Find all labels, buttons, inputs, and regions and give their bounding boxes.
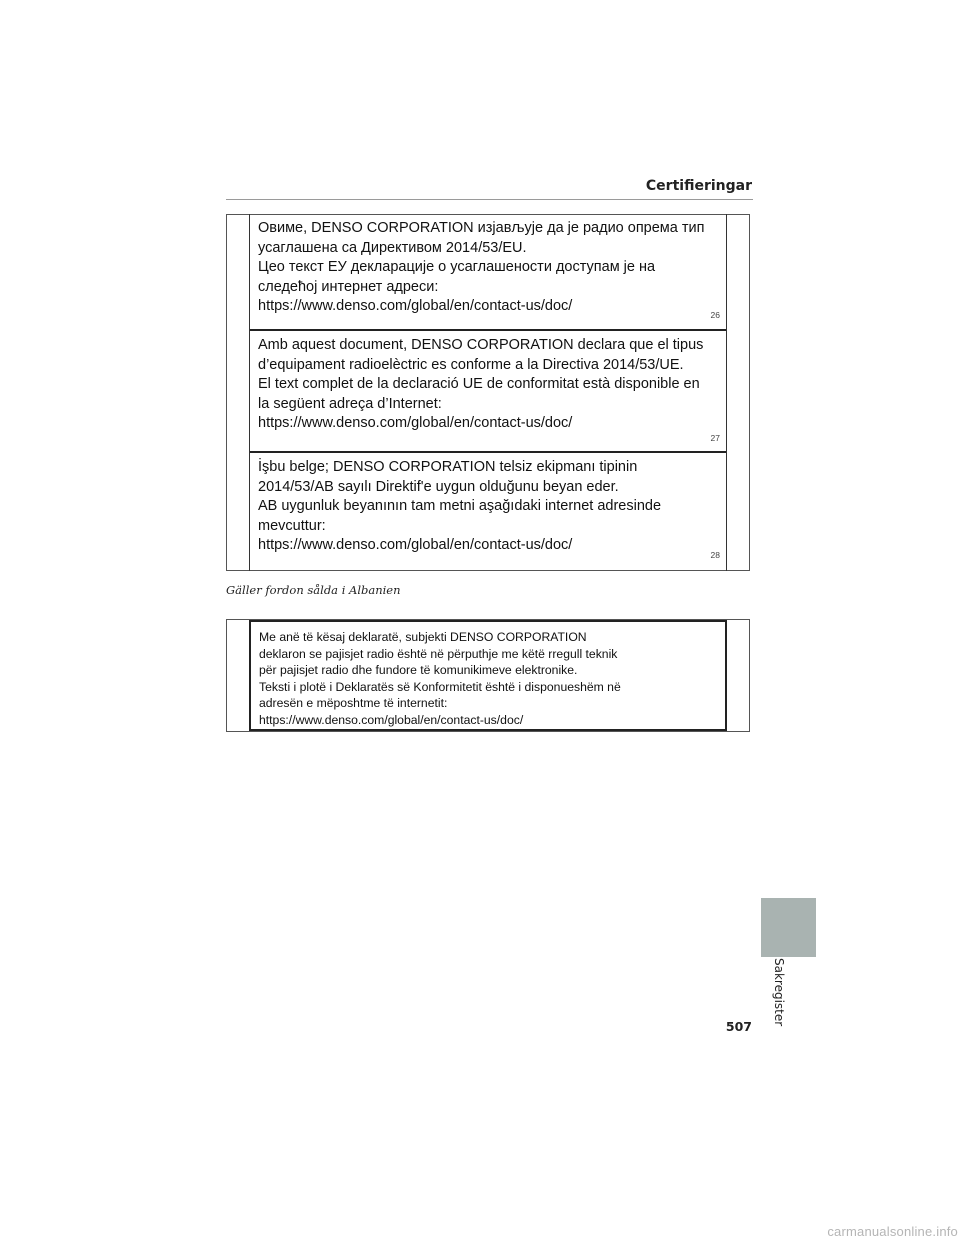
- declaration-line: la següent adreça d’Internet:: [258, 395, 442, 412]
- section-title: Certifieringar: [645, 178, 752, 194]
- declaration-number: 27: [710, 433, 720, 444]
- declaration-line: AB uygunluk beyanının tam metni aşağıdaki internet adresinde: [258, 498, 662, 515]
- declaration-turkish: [250, 451, 726, 570]
- declaration-line: mevcuttur:: [258, 517, 326, 534]
- declaration-url: https://www.denso.com/global/en/contact-us/doc/: [258, 537, 573, 554]
- declaration-url: https://www.denso.com/global/en/contact-us/doc/: [258, 415, 573, 432]
- declaration-line: усаглашена са Директивом 2014/53/EU.: [258, 239, 527, 256]
- declaration-url: https://www.denso.com/global/en/contact-us/doc/: [259, 712, 524, 727]
- declaration-line: Amb aquest document, DENSO CORPORATION declara que el tipus: [258, 337, 704, 353]
- declaration-line: për pajisjet radio dhe fundore të komunikimeve elektronike.: [259, 663, 578, 677]
- declaration-line: Овиме, DENSO CORPORATION изјављује да је радио опрема тип: [258, 220, 705, 236]
- section-thumb-tab: [761, 898, 816, 957]
- declaration-line: следећој интернет адреси:: [258, 278, 439, 295]
- declaration-line: Цео текст ЕУ декларације о усаглашености доступам је на: [258, 259, 656, 276]
- watermark: carmanualsonline.info: [827, 1224, 958, 1239]
- section-tab-label: Sakregister: [772, 958, 786, 1027]
- declaration-serbian: [250, 214, 726, 330]
- albanian-declaration-inner: [249, 620, 727, 731]
- declaration-line: 2014/53/AB sayılı Direktif'e uygun olduğunu beyan eder.: [258, 478, 619, 495]
- header-divider: [226, 199, 753, 200]
- declaration-catalan: [250, 329, 726, 453]
- declaration-url: https://www.denso.com/global/en/contact-us/doc/: [258, 298, 573, 315]
- declaration-number: 28: [710, 550, 720, 561]
- declaration-line: Teksti i plotë i Deklaratës së Konformitetit është i disponueshëm në: [259, 679, 621, 694]
- page-number: 507: [725, 1019, 752, 1034]
- declaration-number: 26: [710, 310, 720, 321]
- albania-caption: Gäller fordon sålda i Albanien: [226, 583, 401, 597]
- declaration-line: adresën e mëposhtme të internetit:: [259, 696, 448, 710]
- albanian-declaration-table: [226, 619, 750, 732]
- declaration-line: El text complet de la declaració UE de conformitat està disponible en: [258, 376, 700, 393]
- declaration-albanian: [251, 622, 725, 729]
- declaration-line: deklaron se pajisjet radio është në përputhje me këtë rregull teknik: [259, 646, 618, 661]
- declaration-line: Me anë të kësaj deklaratë, subjekti DENSO CORPORATION: [259, 630, 587, 644]
- declaration-line: d’equipament radioelèctric es conforme a la Directiva 2014/53/UE.: [258, 356, 684, 373]
- declaration-line: İşbu belge; DENSO CORPORATION telsiz ekipmanı tipinin: [258, 459, 638, 475]
- declarations-inner: [249, 214, 727, 571]
- declarations-table: [226, 214, 750, 571]
